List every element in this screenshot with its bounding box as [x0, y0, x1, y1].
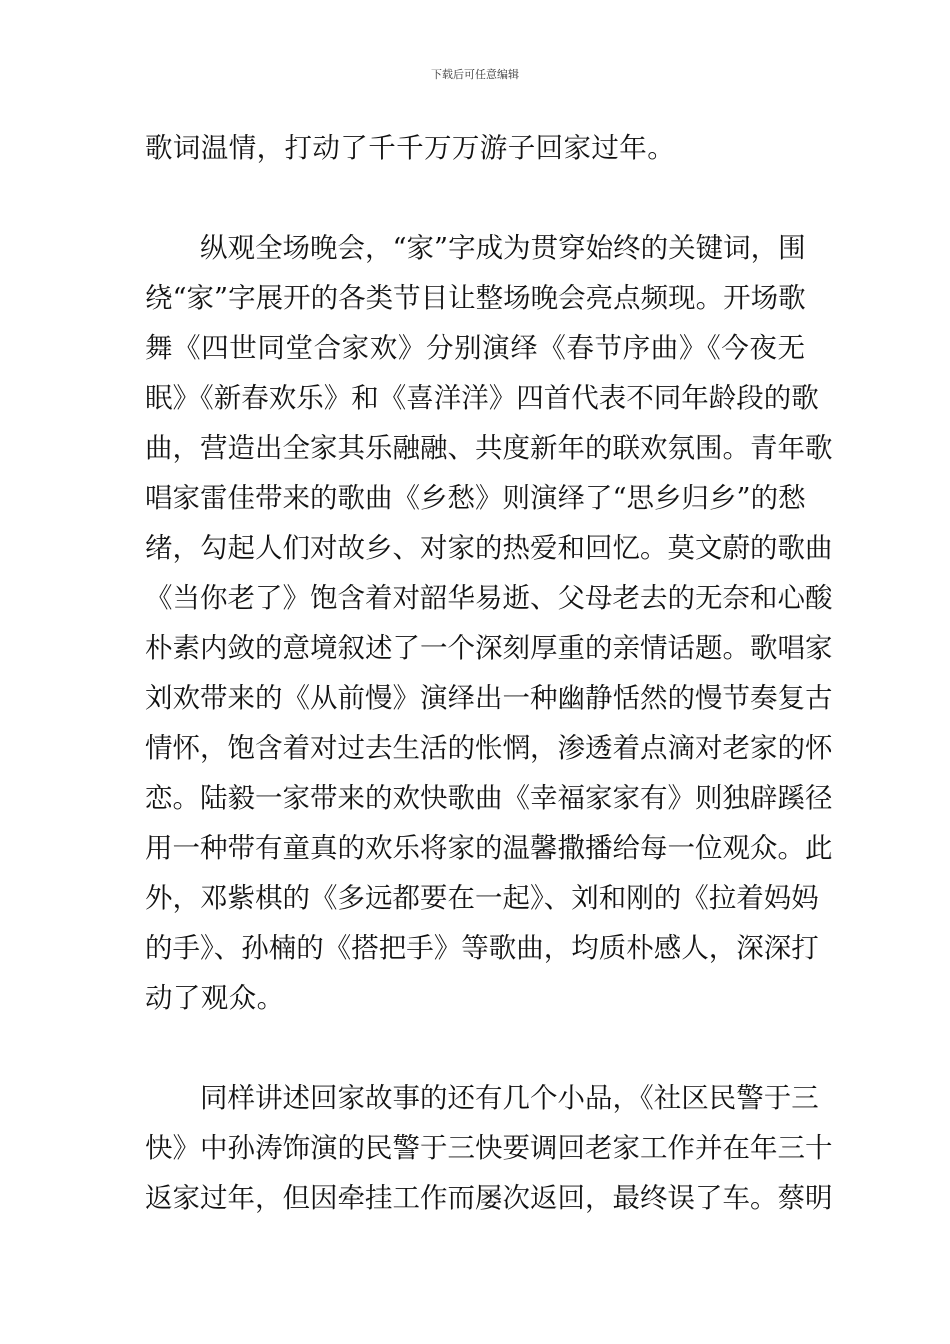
text-line: 的手》、孙楠的《搭把手》等歌曲，均质朴感人，深深打 [145, 932, 819, 964]
text-line: 返家过年，但因牵挂工作而屡次返回，最终误了车。蔡明 [145, 1182, 833, 1214]
text-line: 眠》《新春欢乐》和《喜洋洋》四首代表不同年龄段的歌 [145, 382, 819, 414]
text-line: 恋。陆毅一家带来的欢快歌曲《幸福家家有》则独辟蹊径 [145, 782, 833, 814]
text-line: 唱家雷佳带来的歌曲《乡愁》则演绎了“思乡归乡”的愁 [145, 482, 806, 514]
text-line: 刘欢带来的《从前慢》演绎出一种幽静恬然的慢节奏复古 [145, 682, 833, 714]
page-header: 下载后可任意编辑 [431, 68, 519, 81]
text-line: 外，邓紫棋的《多远都要在一起》、刘和刚的《拉着妈妈 [145, 882, 819, 914]
text-line: 曲，营造出全家其乐融融、共度新年的联欢氛围。青年歌 [145, 432, 833, 464]
text-line: 动了观众。 [145, 982, 285, 1014]
text-line: 用一种带有童真的欢乐将家的温馨撒播给每一位观众。此 [145, 832, 833, 864]
text-line: 舞《四世同堂合家欢》分别演绎《春节序曲》《今夜无 [145, 332, 805, 364]
text-line: 情怀，饱含着对过去生活的怅惘，渗透着点滴对老家的怀 [145, 732, 833, 764]
text-line: 纵观全场晚会，“家”字成为贯穿始终的关键词，围 [200, 232, 806, 264]
text-line: 同样讲述回家故事的还有几个小品，《社区民警于三 [200, 1082, 819, 1114]
text-line: 绪，勾起人们对故乡、对家的热爱和回忆。莫文蔚的歌曲 [145, 532, 833, 564]
text-line: 歌词温情，打动了千千万万游子回家过年。 [145, 132, 676, 164]
text-line: 朴素内敛的意境叙述了一个深刻厚重的亲情话题。歌唱家 [145, 632, 833, 664]
text-line: 快》中孙涛饰演的民警于三快要调回老家工作并在年三十 [145, 1132, 833, 1164]
text-line: 《当你老了》饱含着对韶华易逝、父母老去的无奈和心酸 [145, 582, 833, 614]
text-line: 绕“家”字展开的各类节目让整场晚会亮点频现。开场歌 [145, 282, 806, 314]
